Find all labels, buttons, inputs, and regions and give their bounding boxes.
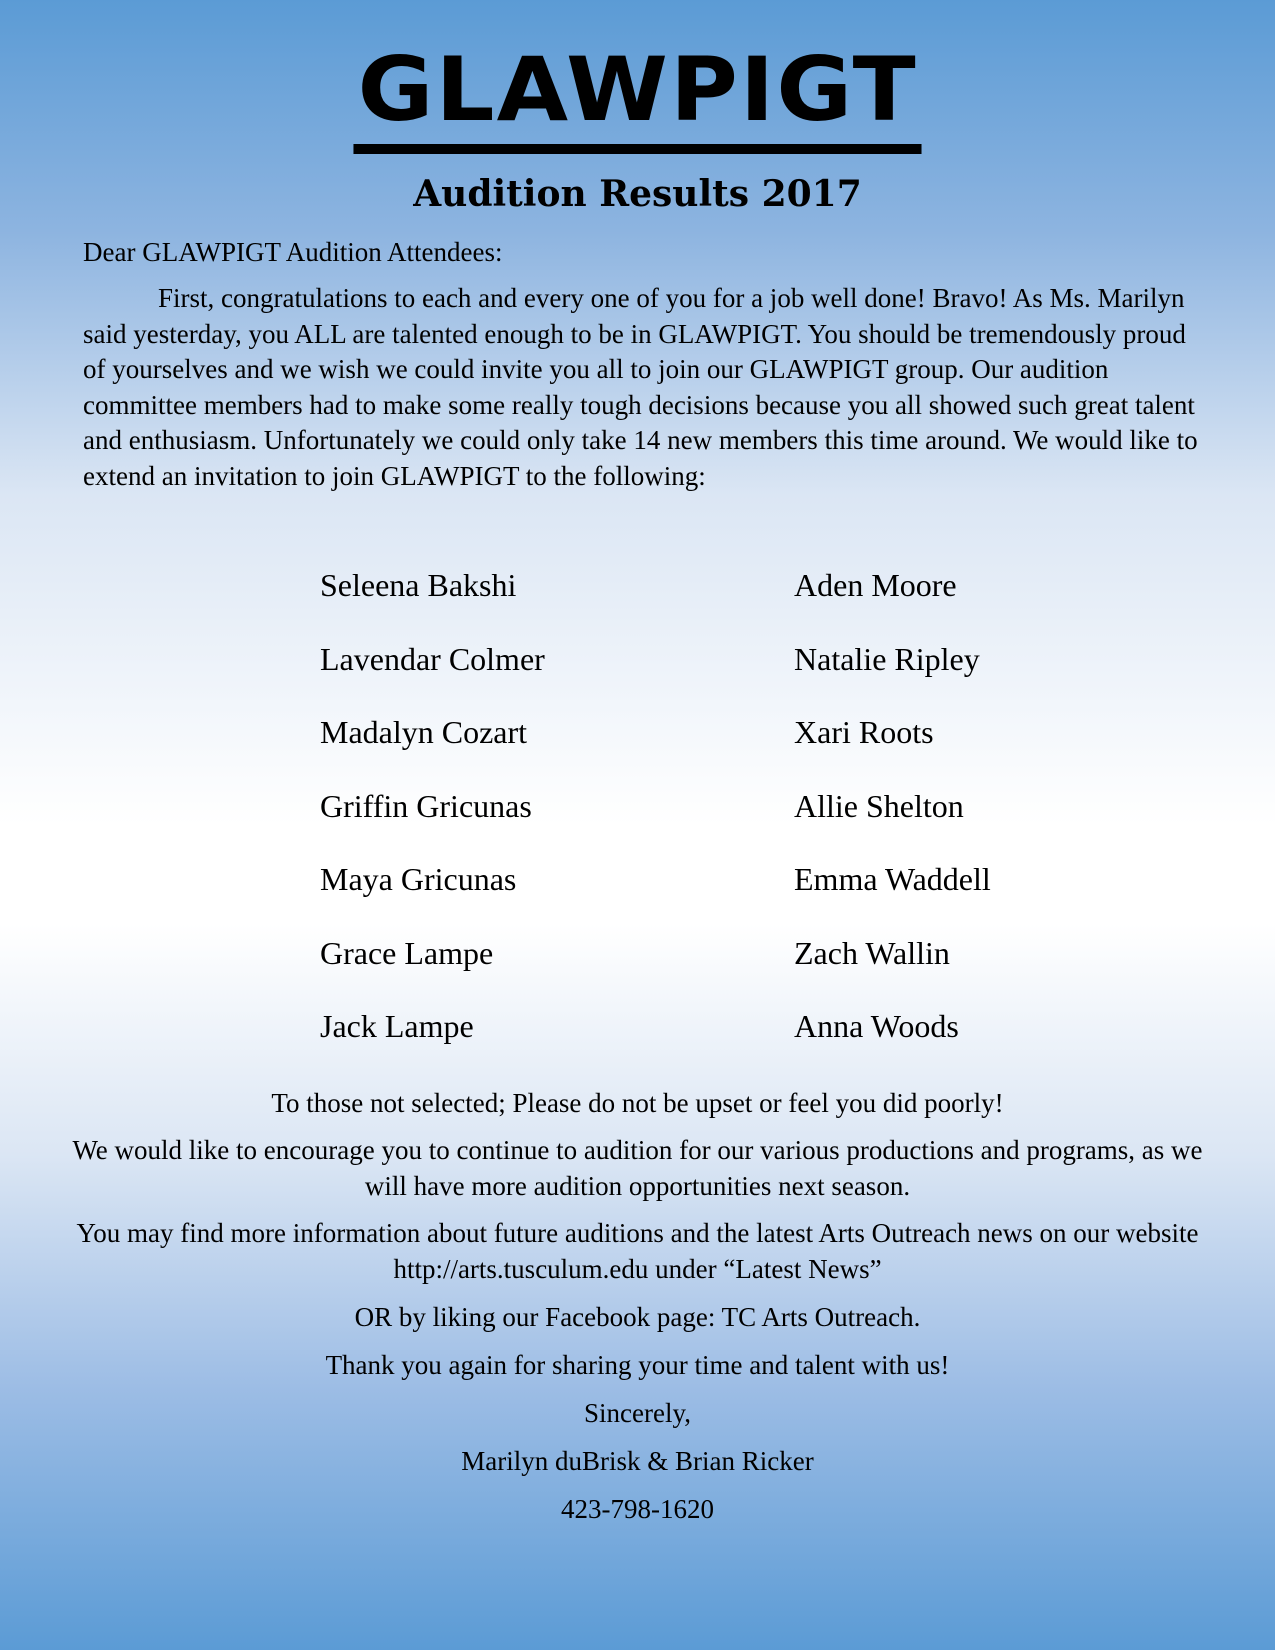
page-title: GLAWPIGT [353, 40, 922, 154]
member-name: Madalyn Cozart [320, 714, 528, 750]
member-name: Zach Wallin [794, 934, 950, 971]
encouragement-paragraph: We would like to encourage you to continue to audition for our various productions and programs, as we will have more audition opportunities next season. [72, 1135, 1203, 1201]
page-subtitle: Audition Results 2017 [413, 173, 862, 215]
website-info-paragraph: You may find more information about future auditions and the latest Arts Outreach news on our website http://arts.tusculum.edu under “Latest News” [76, 1218, 1199, 1284]
sign-off: Sincerely, [584, 1398, 691, 1428]
member-name: Xari Roots [794, 714, 934, 750]
signers: Marilyn duBrisk & Brian Ricker [461, 1446, 814, 1476]
member-name: Allie Shelton [794, 787, 964, 824]
member-name: Lavendar Colmer [320, 640, 545, 677]
facebook-note: OR by liking our Facebook page: TC Arts Outreach. [354, 1302, 921, 1332]
salutation: Dear GLAWPIGT Audition Attendees: [83, 237, 503, 267]
member-name: Natalie Ripley [794, 640, 980, 677]
not-selected-note: To those not selected; Please do not be upset or feel you did poorly! [271, 1088, 1004, 1118]
member-name: Anna Woods [794, 1008, 959, 1044]
member-name: Emma Waddell [794, 861, 991, 897]
member-name: Griffin Gricunas [320, 787, 532, 824]
phone-number: 423-798-1620 [561, 1494, 714, 1524]
member-name: Jack Lampe [320, 1008, 474, 1044]
member-name: Aden Moore [794, 567, 957, 603]
selected-members-list [0, 565, 1275, 1065]
thank-you-line: Thank you again for sharing your time and talent with us! [325, 1350, 950, 1380]
member-name: Maya Gricunas [320, 861, 517, 897]
intro-paragraph: First, congratulations to each and every one of you for a job well done! Bravo! As Ms. Marilyn said yesterday, you ALL are talented enough to be in GLAWPIGT. You should be tremendously proud of yourselves and we wish we could invite you all to join our GLAWPIGT group. Our audition committee members had to make some really tough decisions because you all showed such great talent and enthusiasm. Unfortunately we could only take 14 new members this time around. We would like to extend an invitation to join GLAWPIGT to the following: [83, 283, 1198, 491]
title-block [0, 40, 1275, 154]
member-name: Grace Lampe [320, 934, 494, 971]
member-name: Seleena Bakshi [320, 567, 517, 603]
